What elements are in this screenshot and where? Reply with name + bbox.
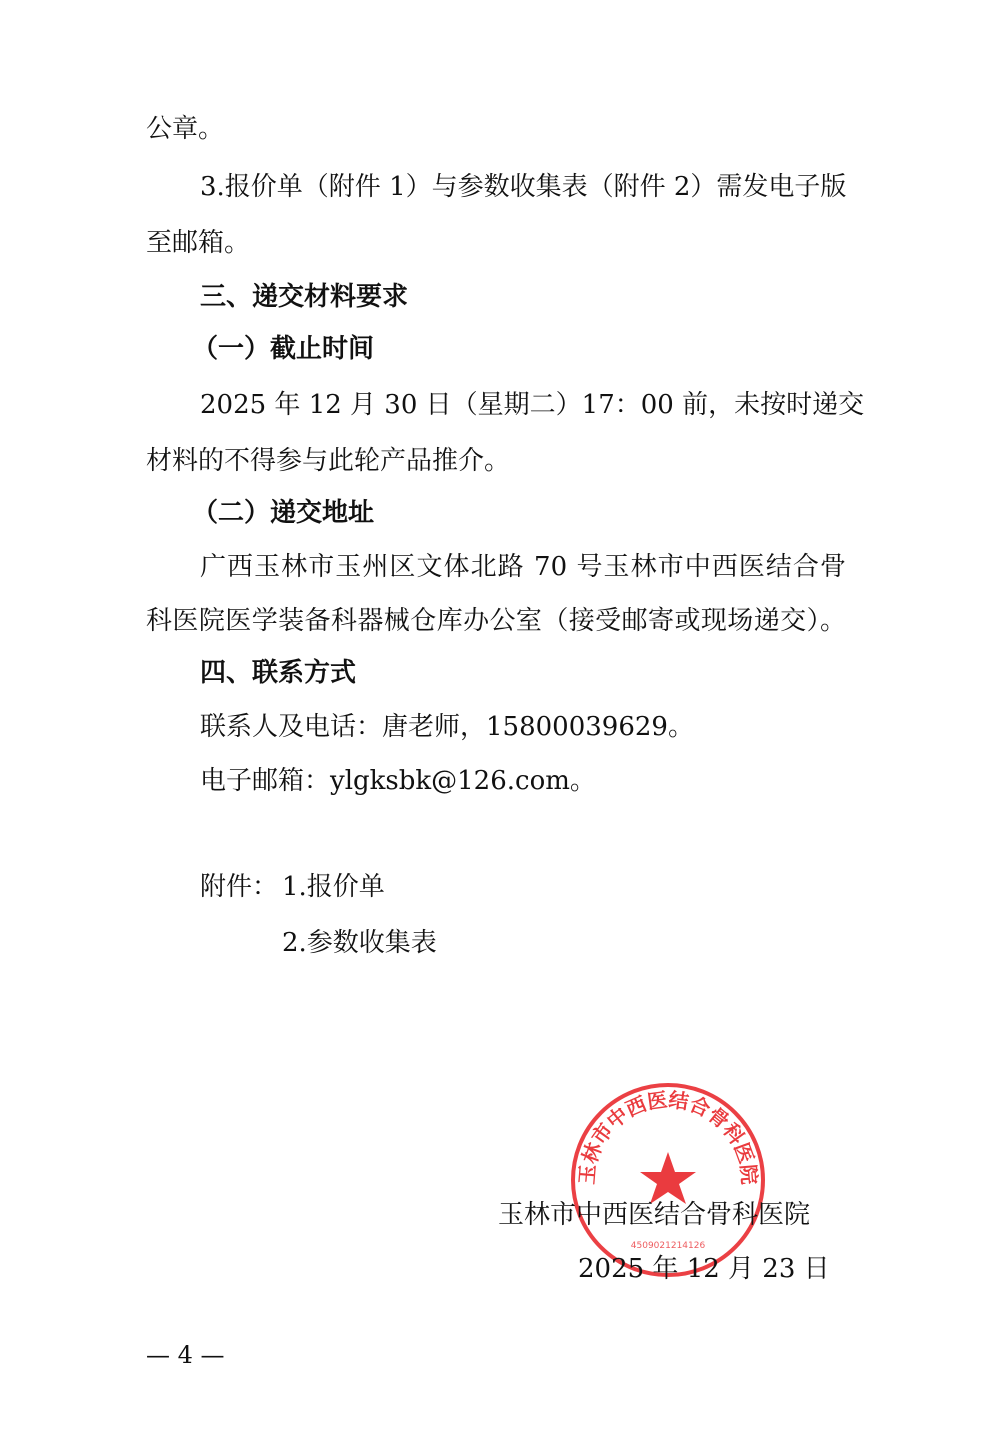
contact-person-phone: 联系人及电话：唐老师，15800039629。 <box>200 712 694 742</box>
section-3-heading: 三、递交材料要求 <box>200 282 409 312</box>
seal-code: 4509021214126 <box>630 1241 706 1251</box>
deadline-text-line-2: 材料的不得参与此轮产品推介。 <box>146 446 511 476</box>
contact-email: 电子邮箱：ylgksbk@126.com。 <box>200 766 596 796</box>
section-4-heading: 四、联系方式 <box>200 658 357 688</box>
subsection-deadline-heading: （一）截止时间 <box>192 334 375 364</box>
attachment-item-2: 2.参数收集表 <box>282 928 437 958</box>
address-line-1: 广西玉林市玉州区文体北路 70 号玉林市中西医结合骨 <box>200 552 846 582</box>
deadline-text-line-1: 2025 年 12 月 30 日（星期二）17：00 前，未按时递交 <box>200 390 865 420</box>
paragraph-continuation: 公章。 <box>146 114 225 144</box>
address-line-2: 科医院医学装备科器械仓库办公室（接受邮寄或现场递交）。 <box>146 606 846 636</box>
signature-organization: 玉林市中西医结合骨科医院 <box>498 1200 811 1230</box>
attachments-label: 附件： <box>200 872 279 902</box>
paragraph-item-3-line-2: 至邮箱。 <box>146 228 251 258</box>
signature-date: 2025 年 12 月 23 日 <box>578 1254 830 1284</box>
page-number: — 4 — <box>146 1341 225 1369</box>
subsection-address-heading: （二）递交地址 <box>192 498 375 528</box>
attachment-item-1: 1.报价单 <box>282 872 385 902</box>
paragraph-item-3-line-1: 3.报价单（附件 1）与参数收集表（附件 2）需发电子版 <box>200 172 847 202</box>
seal-star-icon <box>640 1152 696 1204</box>
seal-arc-text: 玉林市中西医结合骨科医院 <box>574 1087 762 1186</box>
official-seal-stamp <box>568 1080 768 1280</box>
